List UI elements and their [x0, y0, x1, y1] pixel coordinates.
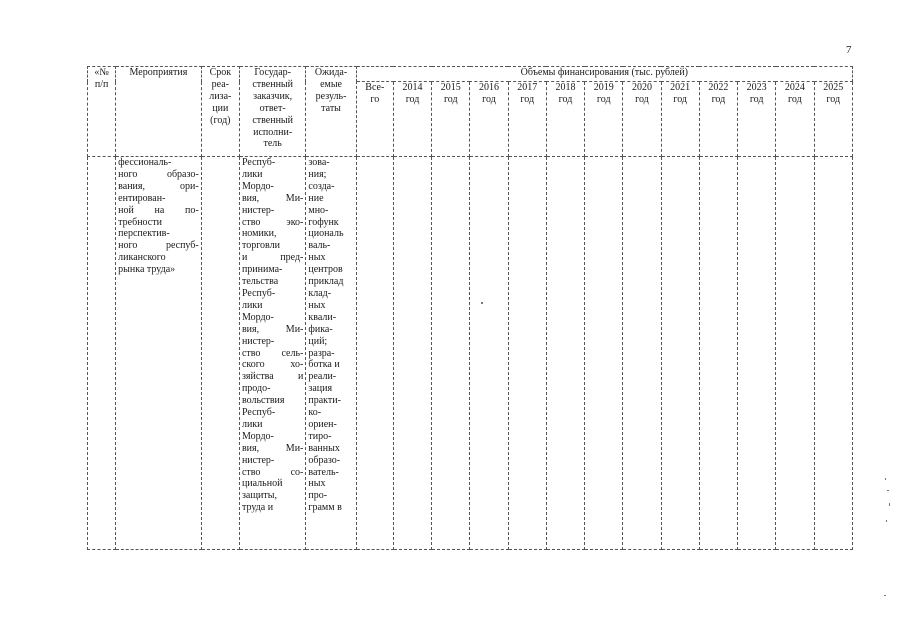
year-unit: год: [749, 93, 764, 105]
header-year-cell: [776, 82, 814, 157]
year-unit: год: [711, 93, 726, 105]
text-line: таты: [321, 102, 341, 114]
header-customer-cell: [239, 67, 305, 157]
text-line: ликанского: [118, 252, 166, 264]
row-expected-text: [308, 157, 353, 514]
header-expected: [308, 67, 353, 115]
header-term-cell: [201, 67, 239, 157]
text-line: Мордо-: [241, 180, 274, 192]
text-line: циальной: [241, 478, 283, 490]
row-year-cell: [432, 157, 470, 550]
year-unit: год: [558, 93, 573, 105]
text-line: лики: [241, 418, 263, 430]
year-label: 2021: [670, 82, 691, 93]
text-line: реа-: [211, 78, 229, 90]
header-total-cell: [356, 82, 393, 157]
header-year-cell: [699, 82, 737, 157]
header-year-cell: [585, 82, 623, 157]
text-line: мно-: [308, 204, 329, 216]
row-year-cell: [661, 157, 699, 550]
text-line: номики,: [241, 228, 277, 240]
text-line: лики: [241, 299, 263, 311]
text-line: труда и: [241, 502, 274, 514]
text-line: ватель-: [308, 466, 339, 478]
year-unit: год: [673, 93, 687, 105]
header-year-cell: [393, 82, 431, 157]
year-label: 2023: [746, 82, 767, 93]
text-line: центров: [308, 264, 343, 276]
text-line: вия, Ми-: [241, 192, 304, 204]
text-line: ной на по-: [118, 204, 199, 216]
year-label: 2017: [517, 82, 538, 93]
row-year-cell: [470, 157, 508, 550]
text-line: Респуб-: [241, 287, 276, 299]
text-line: ство со-: [241, 466, 304, 478]
row-year-cell: [546, 157, 584, 550]
header-year-cell: [814, 82, 853, 157]
header-year-cell: [661, 82, 699, 157]
year-label: 2024: [784, 82, 805, 93]
text-line: ние: [308, 192, 324, 204]
scan-speck: [481, 302, 483, 304]
scan-speck: [885, 478, 886, 480]
text-line: защиты,: [241, 490, 277, 502]
year-unit: год: [635, 93, 649, 105]
text-line: ственный: [252, 114, 293, 126]
text-line: ного образо-: [118, 168, 199, 180]
text-line: квали-: [308, 311, 337, 323]
row-year-cell: [393, 157, 431, 550]
year-unit: год: [788, 93, 802, 105]
text-line: зова-: [308, 157, 330, 168]
text-line: вольствия: [241, 395, 285, 407]
year-unit: год: [443, 93, 458, 105]
scan-speck: [889, 503, 890, 506]
header-expected-cell: [306, 67, 356, 157]
text-line: зяйства и: [241, 371, 304, 383]
text-line: нистер-: [241, 454, 275, 466]
year-unit: год: [405, 93, 420, 105]
text-line: ственный: [252, 78, 293, 90]
text-line: тельства: [241, 276, 279, 288]
row-customer-text: [242, 157, 303, 514]
text-line: реали-: [308, 371, 337, 383]
header-term: [204, 67, 237, 127]
text-line: ко-: [308, 407, 322, 419]
row-activity-text: [118, 157, 199, 276]
header-num: [90, 67, 113, 91]
year-unit: год: [826, 93, 841, 105]
text-line: тиро-: [308, 430, 332, 442]
row-year-cell: [508, 157, 546, 550]
scan-speck: [884, 595, 886, 596]
text-line: образо-: [308, 454, 341, 466]
text-line: перспектив-: [118, 228, 170, 240]
text-line: гофунк: [308, 216, 339, 228]
text-line: вания, ори-: [118, 180, 199, 192]
text-line: вия, Ми-: [241, 323, 304, 335]
text-line: резуль-: [315, 90, 347, 102]
table-row: [88, 157, 853, 550]
year-label: 2019: [593, 82, 614, 93]
row-year-cell: [699, 157, 737, 550]
row-activity-cell: [116, 157, 202, 550]
header-year-cell: [546, 82, 584, 157]
row-term-cell: [201, 157, 239, 550]
text-line: Респуб-: [241, 407, 276, 419]
text-line: ных: [308, 252, 326, 264]
row-num-cell: [88, 157, 116, 550]
text-line: заказчик,: [253, 90, 293, 102]
text-line: лиза-: [209, 90, 232, 102]
text-line: приклад: [308, 276, 344, 288]
text-line: разра-: [308, 347, 335, 359]
text-line: Респуб-: [241, 157, 276, 168]
text-line: ство сель-: [241, 347, 304, 359]
text-line: п/п: [94, 78, 109, 90]
year-label: 2014: [402, 82, 423, 93]
text-line: фессиональ-: [118, 157, 172, 168]
header-year-cell: [508, 82, 546, 157]
text-line: емые: [320, 78, 342, 90]
text-line: фика-: [308, 323, 333, 335]
year-unit: год: [482, 93, 496, 105]
text-line: ных: [308, 478, 326, 490]
row-year-cell: [585, 157, 623, 550]
header-year-cell: [470, 82, 508, 157]
text-line: ентирован-: [118, 192, 166, 204]
header-activity: [118, 67, 199, 79]
row-year-cell: [738, 157, 776, 550]
text-line: «№: [94, 67, 109, 78]
header-total: [359, 82, 391, 106]
text-line: го: [370, 93, 380, 105]
text-line: ванных: [308, 442, 340, 454]
text-line: валь-: [308, 240, 331, 252]
text-line: ответ-: [259, 102, 286, 114]
text-line: ориен-: [308, 418, 337, 430]
scan-speck: [887, 490, 889, 491]
scan-speck: [886, 520, 887, 522]
text-line: ботка и: [308, 359, 340, 371]
year-label: 2018: [555, 82, 576, 93]
year-label: 2025: [823, 82, 844, 93]
header-year-cell: [623, 82, 661, 157]
text-line: ного респуб-: [118, 240, 199, 252]
year-label: 2016: [479, 82, 499, 93]
year-label: 2020: [631, 82, 652, 93]
header-customer: [242, 67, 303, 150]
text-line: циональ: [308, 228, 344, 240]
text-line: вия, Ми-: [241, 442, 304, 454]
year-label: 2015: [440, 82, 461, 93]
text-line: Мероприятия: [129, 67, 188, 78]
text-line: ции: [212, 102, 229, 114]
text-line: ций;: [308, 335, 328, 347]
text-line: грамм в: [308, 502, 342, 514]
text-line: (год): [210, 114, 231, 126]
text-line: про-: [308, 490, 328, 502]
row-total-cell: [356, 157, 393, 550]
text-line: торговли: [241, 240, 280, 252]
text-line: ния;: [308, 168, 327, 180]
year-label: 2022: [708, 82, 729, 93]
header-year-cell: [432, 82, 470, 157]
text-line: тель: [263, 138, 282, 150]
text-line: созда-: [308, 180, 335, 192]
text-line: Все-: [365, 82, 385, 93]
text-line: принима-: [241, 264, 283, 276]
header-funding-title: Объемы финансирования (тыс. рублей): [356, 67, 852, 82]
header-activity-cell: [116, 67, 202, 157]
text-line: практи-: [308, 395, 341, 407]
text-line: клад-: [308, 287, 332, 299]
row-customer-cell: [239, 157, 305, 550]
page-number: 7: [846, 44, 852, 56]
text-line: ского хо-: [241, 359, 304, 371]
text-line: нистер-: [241, 335, 275, 347]
text-line: и пред-: [241, 252, 304, 264]
text-line: требности: [118, 216, 162, 228]
row-year-cell: [623, 157, 661, 550]
text-line: Срок: [209, 67, 232, 78]
funding-table: [87, 66, 853, 550]
row-expected-cell: [306, 157, 356, 550]
text-line: зация: [308, 383, 333, 395]
year-unit: год: [596, 93, 611, 105]
text-line: рынка труда»: [118, 264, 176, 276]
header-year-cell: [738, 82, 776, 157]
text-line: продо-: [241, 383, 271, 395]
text-line: Мордо-: [241, 430, 274, 442]
text-line: Мордо-: [241, 311, 274, 323]
row-year-cell: [814, 157, 853, 550]
text-line: ных: [308, 299, 326, 311]
text-line: Ожида-: [314, 67, 348, 78]
text-line: Государ-: [254, 67, 291, 78]
text-line: ство эко-: [241, 216, 304, 228]
row-year-cell: [776, 157, 814, 550]
text-line: лики: [241, 168, 263, 180]
year-unit: год: [520, 93, 535, 105]
text-line: исполни-: [253, 126, 293, 138]
text-line: нистер-: [241, 204, 275, 216]
header-num-cell: [88, 67, 116, 157]
